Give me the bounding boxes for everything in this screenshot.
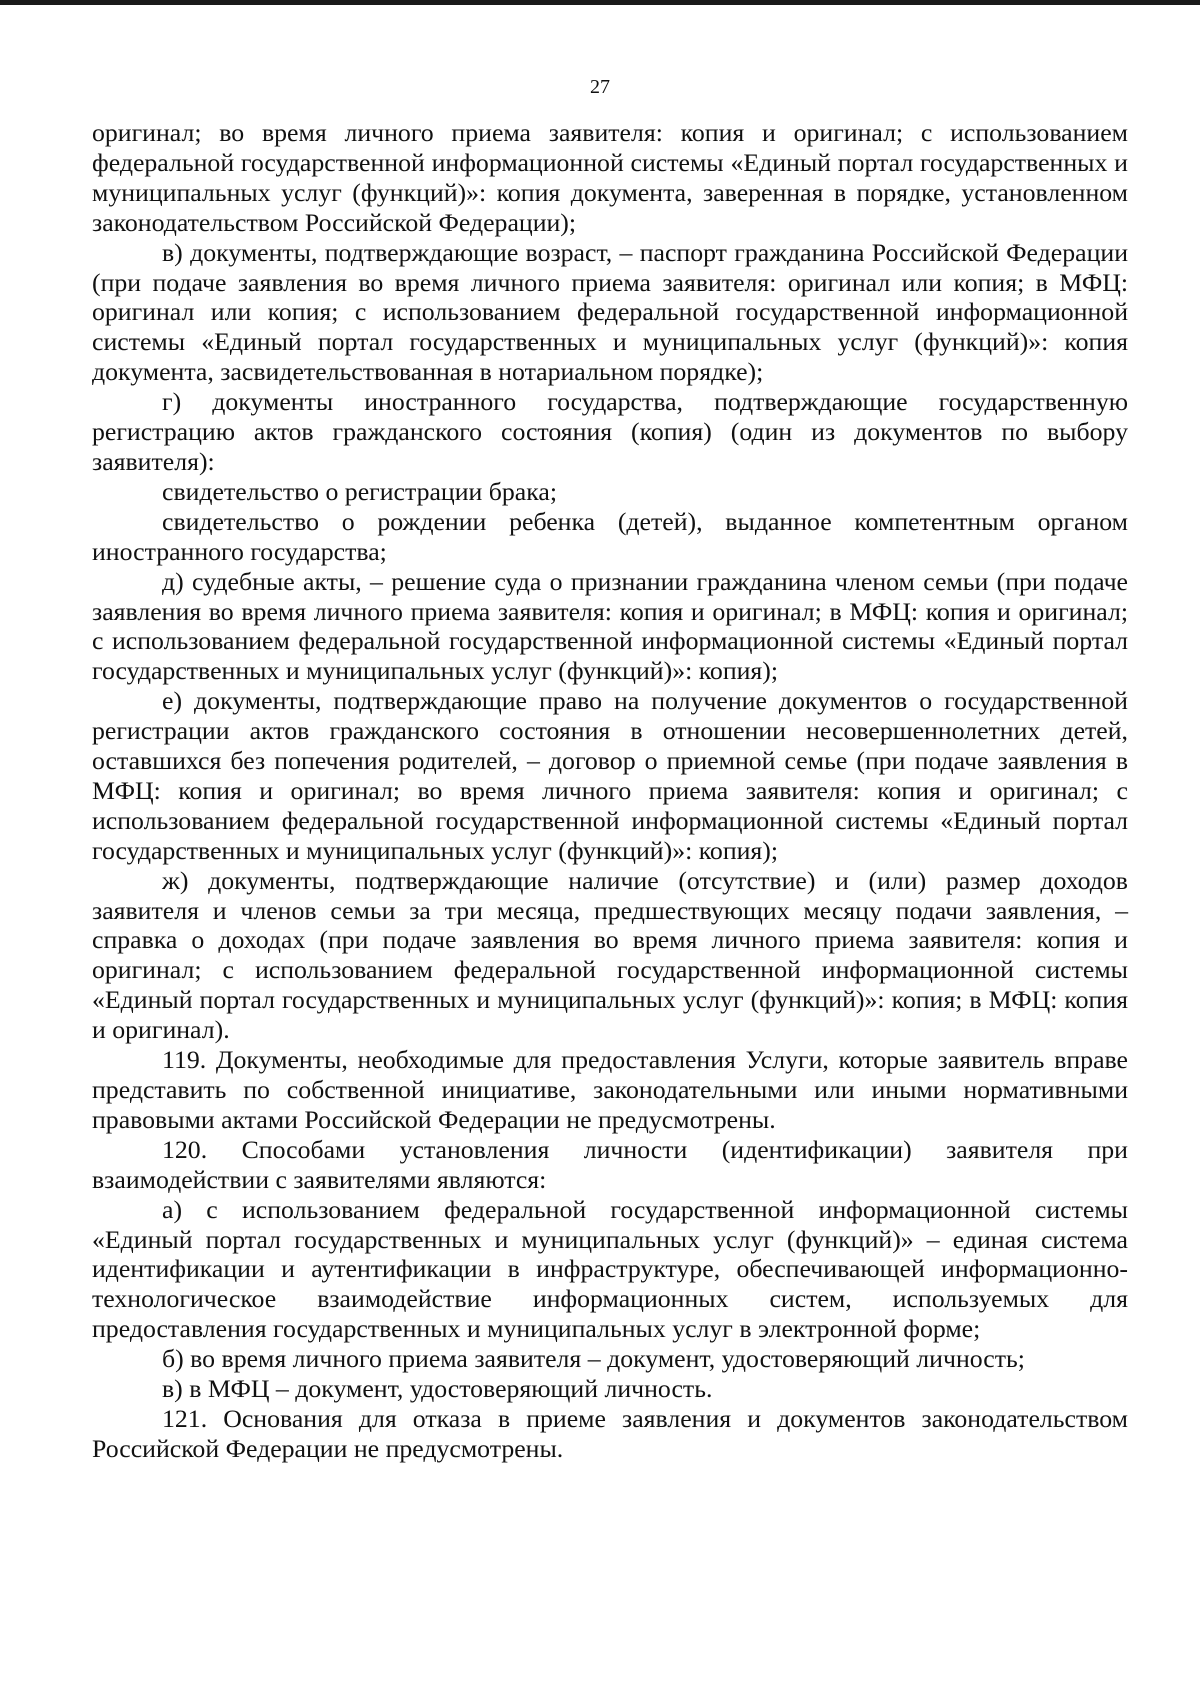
- document-body: [92, 118, 1128, 1464]
- paragraph-120: 120. Способами установления личности (идентификации) заявителя при взаимодействии с заявителями являются:: [92, 1134, 1128, 1194]
- paragraph-item-zh: ж) документы, подтверждающие наличие (отсутствие) и (или) размер доходов заявителя и членов семьи за три месяца, предшествующих месяцу подачи заявления, – справка о доходах (при подаче заявления во время личного приема заявителя: копия и оригинал; с использованием федеральной государственной информационной системы «Единый портал государственных и муниципальных услуг (функций)»: копия; в МФЦ: копия и оригинал).: [92, 865, 1128, 1045]
- top-border-line: [0, 0, 1200, 5]
- paragraph-120-a: а) с использованием федеральной государственной информационной системы «Единый портал государственных и муниципальных услуг (функций)» – единая система идентификации и аутентификации в инфраструктуре, обеспечивающей информационно-технологическое взаимодействие информационных систем, используемых для предоставления государственных и муниципальных услуг в электронной форме;: [92, 1194, 1128, 1344]
- paragraph-continuation: оригинал; во время личного приема заявителя: копия и оригинал; с использованием федеральной государственной информационной системы «Единый портал государственных и муниципальных услуг (функций)»: копия документа, заверенная в порядке, установленном законодательством Российской Федерации);: [92, 118, 1128, 237]
- page-number: 27: [590, 76, 610, 98]
- paragraph-120-b: б) во время личного приема заявителя – документ, удостоверяющий личность;: [162, 1344, 1025, 1374]
- paragraph-item-g: г) документы иностранного государства, подтверждающие государственную регистрацию актов гражданского состояния (копия) (один из документов по выбору заявителя):: [92, 387, 1128, 476]
- paragraph-120-v: в) в МФЦ – документ, удостоверяющий личность.: [162, 1374, 713, 1404]
- paragraph-item-d: д) судебные акты, – решение суда о признании гражданина членом семьи (при подаче заявления во время личного приема заявителя: копия и оригинал; в МФЦ: копия и оригинал; с использованием федеральной государственной информационной системы «Единый портал государственных и муниципальных услуг (функций)»: копия);: [92, 566, 1128, 686]
- paragraph-birth-certificate: свидетельство о рождении ребенка (детей), выданное компетентным органом иностранного государства;: [92, 506, 1128, 566]
- paragraph-item-e: е) документы, подтверждающие право на получение документов о государственной регистрации актов гражданского состояния в отношении несовершеннолетних детей, оставшихся без попечения родителей, – договор о приемной семье (при подаче заявления в МФЦ: копия и оригинал; во время личного приема заявителя: копия и оригинал; с использованием федеральной государственной информационной системы «Единый портал государственных и муниципальных услуг (функций)»: копия);: [92, 686, 1128, 865]
- paragraph-119: 119. Документы, необходимые для предоставления Услуги, которые заявитель вправе представить по собственной инициативе, законодательными или иными нормативными правовыми актами Российской Федерации не предусмотрены.: [92, 1045, 1128, 1134]
- paragraph-item-v: в) документы, подтверждающие возраст, – паспорт гражданина Российской Федерации (при подаче заявления во время личного приема заявителя: оригинал или копия; в МФЦ: оригинал или копия; с использованием федеральной государственной информационной системы «Единый портал государственных и муниципальных услуг (функций)»: копия документа, засвидетельствованная в нотариальном порядке);: [92, 237, 1128, 387]
- paragraph-121: 121. Основания для отказа в приеме заявления и документов законодательством Российской Федерации не предусмотрены.: [92, 1403, 1128, 1463]
- paragraph-marriage-certificate: свидетельство о регистрации брака;: [162, 476, 558, 506]
